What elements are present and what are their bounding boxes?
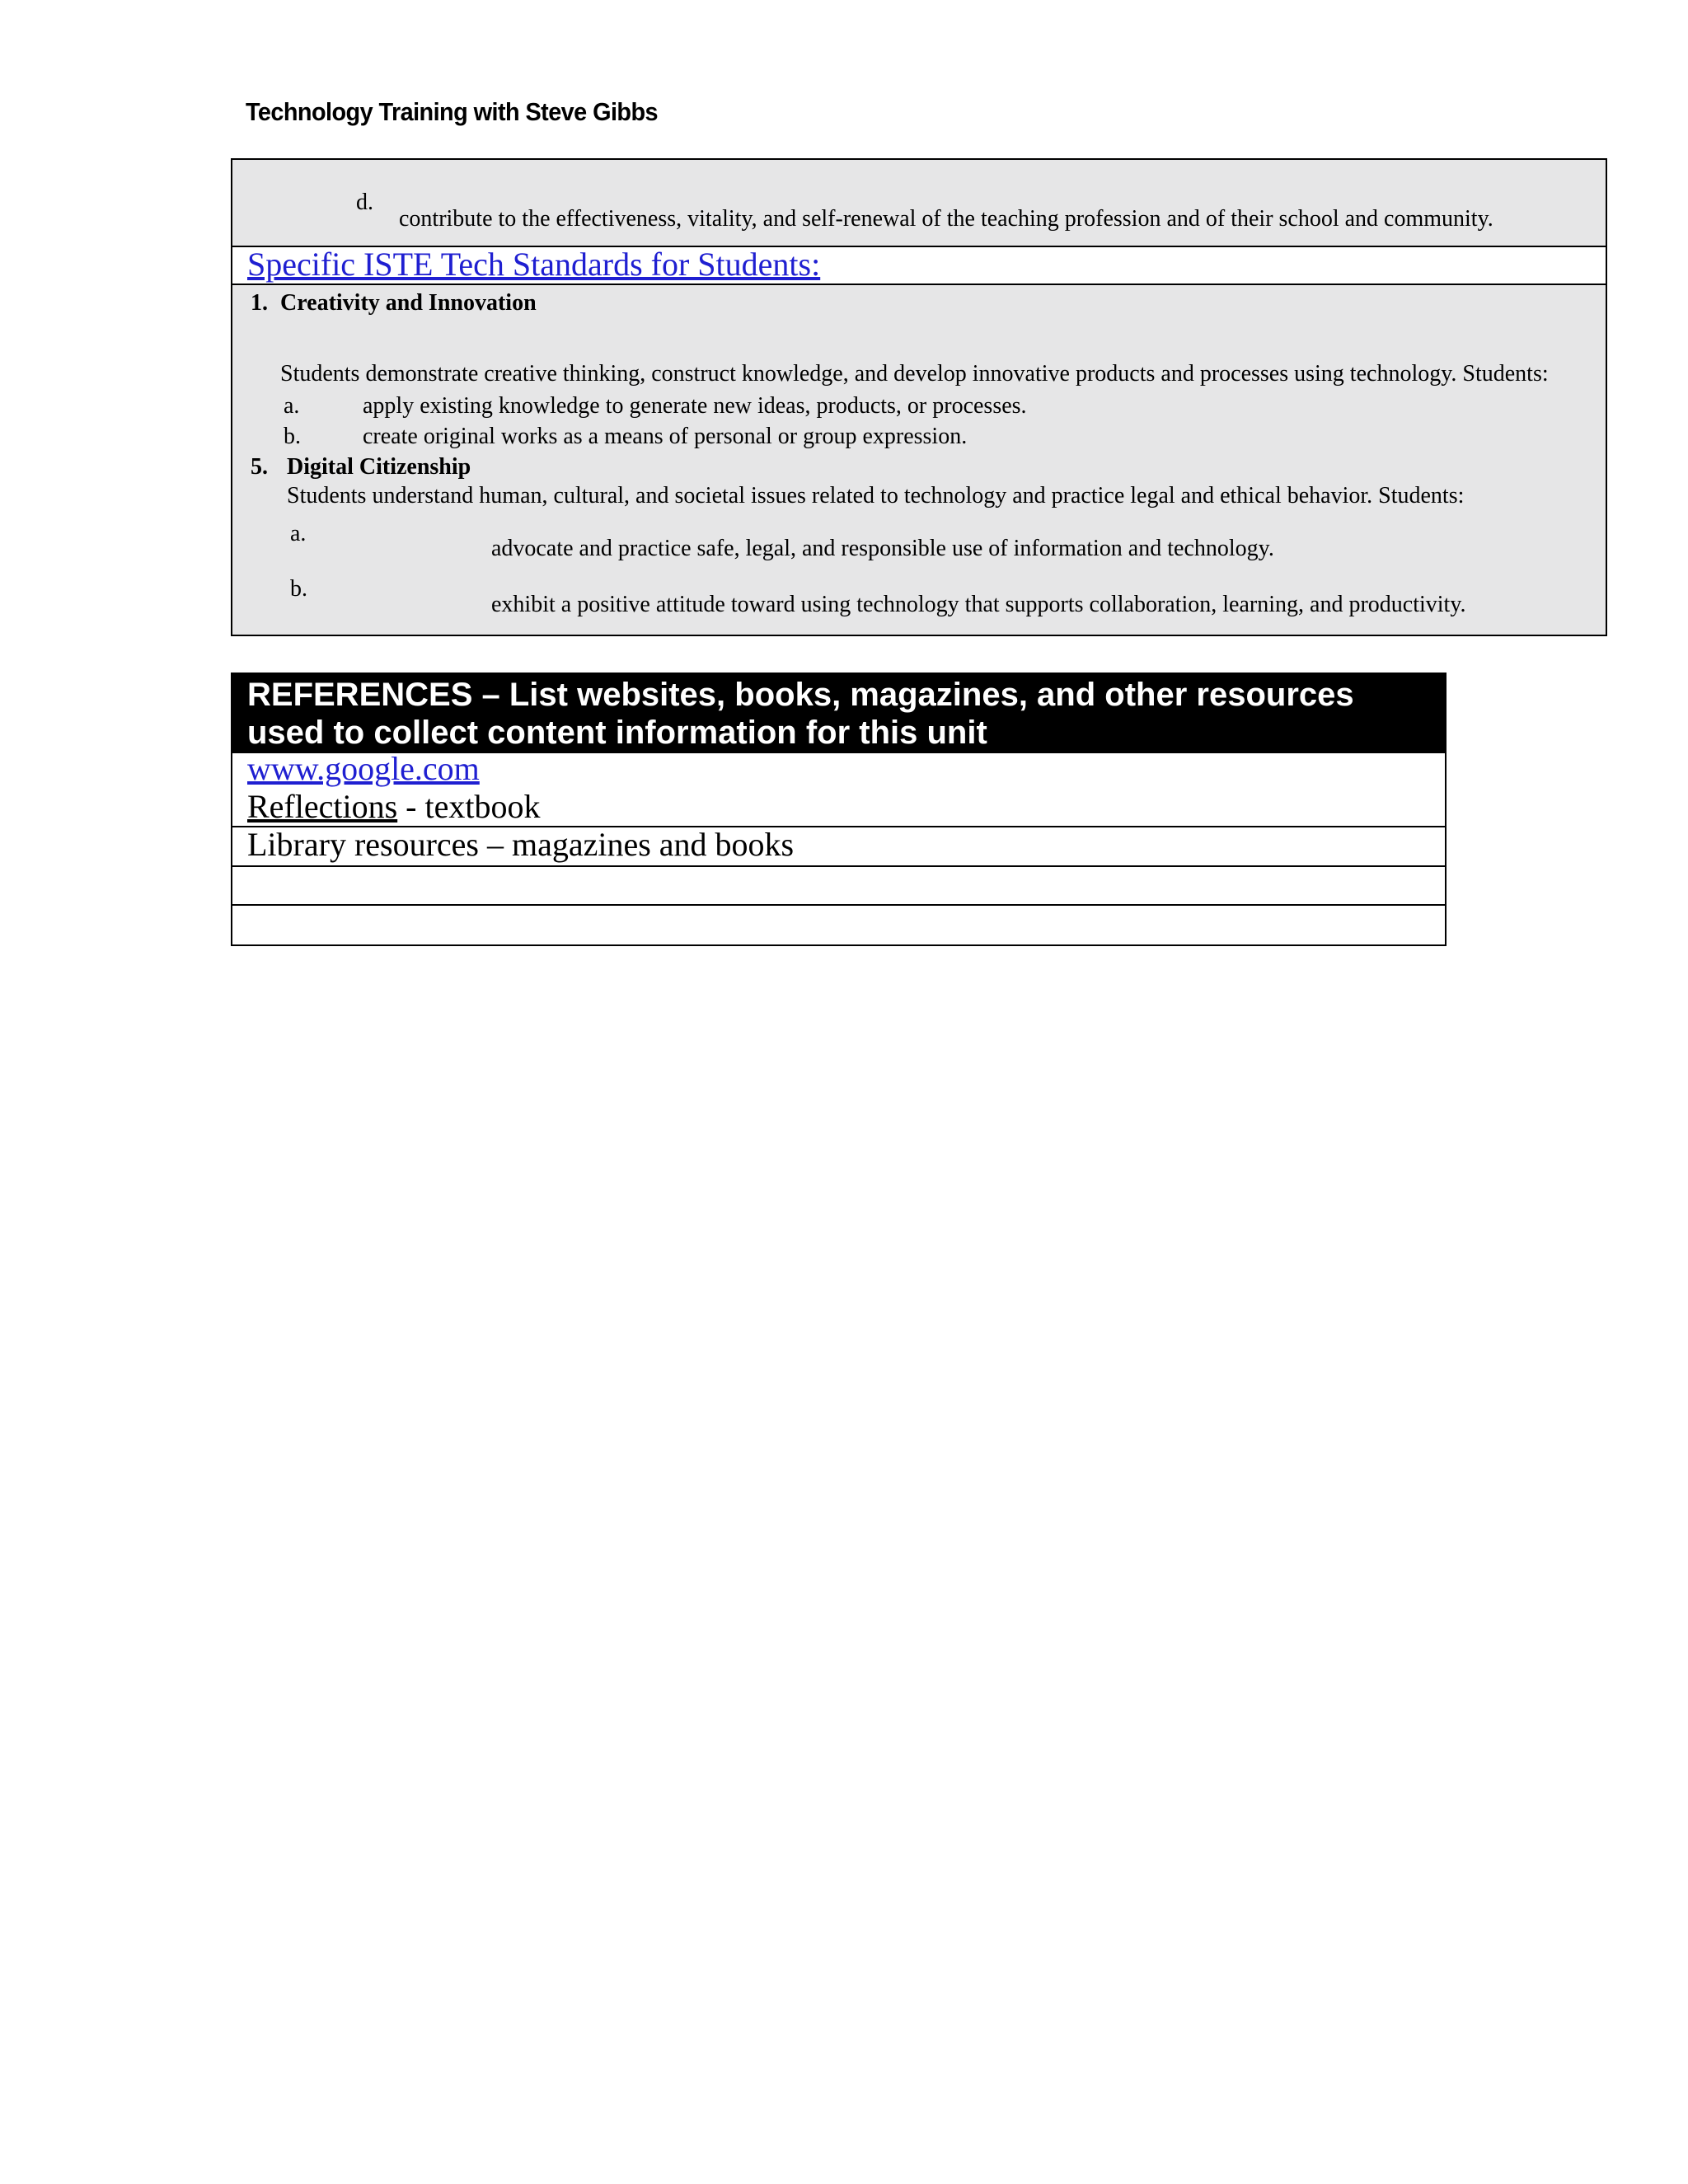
- item-marker: b.: [284, 424, 301, 449]
- item-marker: a.: [284, 393, 300, 419]
- teacher-standards-cell: [232, 160, 1606, 246]
- item-marker: d.: [356, 190, 373, 215]
- references-heading-line: REFERENCES – List websites, books, magazines, and other resources: [247, 677, 1354, 713]
- book-title: Reflections: [247, 788, 398, 825]
- section-intro: Students understand human, cultural, and societal issues related to technology and practice legal and ethical behavior. Students:: [287, 483, 1465, 509]
- book-suffix: - textbook: [397, 788, 541, 825]
- section-intro: Students demonstrate creative thinking, construct knowledge, and develop innovative products and processes using technology. Students:: [280, 361, 1549, 387]
- section-number: 5.: [251, 454, 268, 480]
- section-heading: Digital Citizenship: [287, 454, 471, 480]
- item-text: exhibit a positive attitude toward using technology that supports collaboration, learning, and productivity.: [491, 592, 1466, 617]
- reference-library: Library resources – magazines and books: [247, 826, 795, 863]
- student-standards-link[interactable]: Specific ISTE Tech Standards for Students:: [247, 246, 821, 283]
- item-marker: b.: [290, 576, 307, 602]
- references-heading-line: used to collect content information for this unit: [247, 715, 987, 751]
- reference-textbook: [247, 788, 540, 826]
- row-divider: [232, 865, 1445, 867]
- references-heading: [232, 674, 1445, 752]
- google-link[interactable]: www.google.com: [247, 750, 480, 787]
- item-text: advocate and practice safe, legal, and responsible use of information and technology.: [491, 536, 1274, 561]
- row-divider: [232, 904, 1445, 906]
- page-header-title: Technology Training with Steve Gibbs: [246, 97, 658, 126]
- standards-table: [231, 158, 1607, 636]
- section-heading: Creativity and Innovation: [280, 290, 537, 316]
- item-text: create original works as a means of personal or group expression.: [363, 424, 968, 449]
- item-marker: a.: [290, 521, 307, 546]
- item-text: apply existing knowledge to generate new ideas, products, or processes.: [363, 393, 1027, 419]
- section-number: 1.: [251, 290, 268, 316]
- references-table: [231, 673, 1447, 946]
- item-text: contribute to the effectiveness, vitality, and self-renewal of the teaching profession and of their school and community.: [399, 206, 1493, 232]
